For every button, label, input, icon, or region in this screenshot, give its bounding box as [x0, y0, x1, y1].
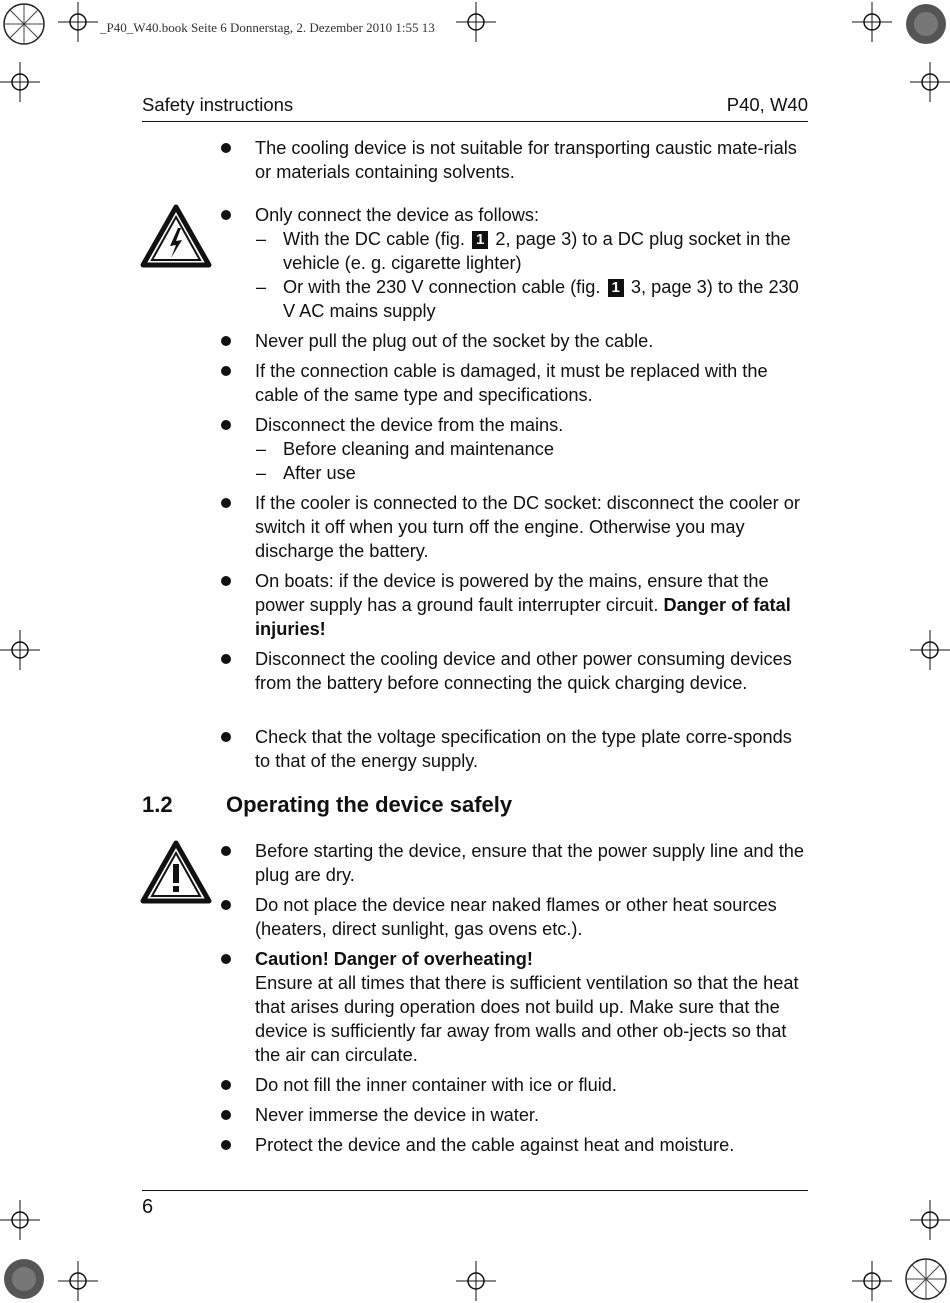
list-item-text: Ensure at all times that there is sufficient ventilation so that the heat that arises during operation does not build up. Make sure that the device is sufficiently far away from walls and other ob-jects so that the air can circulate. [255, 973, 799, 1065]
bullet-dot [221, 900, 231, 910]
sub-list-item: – Before cleaning and maintenance [256, 439, 554, 459]
sub-item-text: 2, page 3) to a DC plug socket in the vehicle (e. g. cigarette lighter) [283, 229, 791, 273]
bullet-dot [221, 732, 231, 742]
sub-item-text: Before cleaning and maintenance [283, 439, 554, 459]
sub-item-text: 3, page 3) to the 230 V AC mains supply [283, 277, 799, 321]
print-slug: _P40_W40.book Seite 6 Donnerstag, 2. Dezember 2010 1:55 13 [100, 20, 435, 35]
danger-warning-text: Danger of fatal injuries! [255, 595, 791, 639]
list-item: Disconnect the device from the mains. [255, 415, 564, 435]
electric-warning-icon [140, 204, 212, 273]
crosshair-mark-icon [58, 1261, 98, 1301]
crosshair-mark-icon [0, 630, 40, 670]
list-item: Check that the voltage specification on the type plate corre-sponds to that of the energy supply. [255, 727, 792, 771]
header-rule [142, 121, 808, 122]
crosshair-mark-icon [910, 630, 950, 670]
bullet-dot [221, 954, 231, 964]
list-item: Protect the device and the cable against heat and moisture. [255, 1135, 735, 1155]
page-number: 6 [142, 1196, 154, 1218]
footer-rule [142, 1190, 808, 1191]
bullet-dot [221, 1080, 231, 1090]
list-item: Disconnect the cooling device and other power consuming devices from the battery before connecting the quick charging device. [255, 649, 792, 693]
crosshair-mark-icon [852, 2, 892, 42]
list-item [255, 569, 811, 641]
crosshair-mark-icon [58, 2, 98, 42]
crosshair-mark-icon [456, 1261, 496, 1301]
section-number: 1.2 [142, 792, 173, 817]
figure-reference-badge: 1 [608, 279, 624, 297]
sub-item-text: With the DC cable (fig. [283, 229, 465, 249]
figure-reference-badge: 1 [472, 231, 488, 249]
crop-mark-bottom-right-icon [902, 1255, 950, 1303]
sub-list-item: – With the DC cable (fig. 1 2, page 3) to a DC plug socket in the vehicle (e. g. cigarette lighter) [256, 229, 791, 273]
caution-heading: Caution! Danger of overheating! [255, 949, 533, 969]
section-title: Operating the device safely [226, 792, 513, 817]
registration-disc-bottom-left-icon [0, 1255, 48, 1303]
list-item: Only connect the device as follows: [255, 205, 540, 225]
bullet-dot [221, 143, 231, 153]
list-item [255, 947, 811, 1067]
bullet-dot [221, 366, 231, 376]
list-item: Do not fill the inner container with ice or fluid. [255, 1075, 617, 1095]
bullet-dot [221, 654, 231, 664]
bullet-dot [221, 1140, 231, 1150]
list-item: Do not place the device near naked flames or other heat sources (heaters, direct sunlight, gas ovens etc.). [255, 895, 777, 939]
list-item: If the connection cable is damaged, it must be replaced with the cable of the same type and specifications. [255, 361, 768, 405]
sub-item-text: After use [283, 463, 356, 483]
crop-mark-top-left-icon [0, 0, 48, 48]
bullet-dot [221, 210, 231, 220]
list-item: Before starting the device, ensure that the power supply line and the plug are dry. [255, 841, 804, 885]
list-item: The cooling device is not suitable for transporting caustic mate-rials or materials containing solvents. [255, 138, 797, 182]
running-header-model: P40, W40 [726, 94, 808, 115]
sub-list-item: – Or with the 230 V connection cable (fig. 1 3, page 3) to the 230 V AC mains supply [256, 277, 799, 321]
running-header-title: Safety instructions [142, 94, 294, 115]
registration-disc-top-right-icon [902, 0, 950, 48]
sub-list-item: – After use [256, 463, 356, 483]
list-item-text: On boats: if the device is powered by the mains, ensure that the power supply has a ground fault interrupter circuit. [255, 571, 769, 615]
bullet-dot [221, 1110, 231, 1120]
crosshair-mark-icon [0, 62, 40, 102]
bullet-dot [221, 498, 231, 508]
bullet-dot [221, 846, 231, 856]
bullet-dot [221, 420, 231, 430]
crosshair-mark-icon [0, 1200, 40, 1240]
crosshair-mark-icon [910, 1200, 950, 1240]
sub-item-text: Or with the 230 V connection cable (fig. [283, 277, 601, 297]
crosshair-mark-icon [456, 2, 496, 42]
list-item: Never pull the plug out of the socket by the cable. [255, 331, 654, 351]
bullet-dot [221, 576, 231, 586]
list-item: If the cooler is connected to the DC socket: disconnect the cooler or switch it off when you turn off the engine. Otherwise you may discharge the battery. [255, 493, 800, 561]
caution-warning-icon [140, 840, 212, 909]
list-item: Never immerse the device in water. [255, 1105, 540, 1125]
crosshair-mark-icon [910, 62, 950, 102]
bullet-dot [221, 336, 231, 346]
crosshair-mark-icon [852, 1261, 892, 1301]
